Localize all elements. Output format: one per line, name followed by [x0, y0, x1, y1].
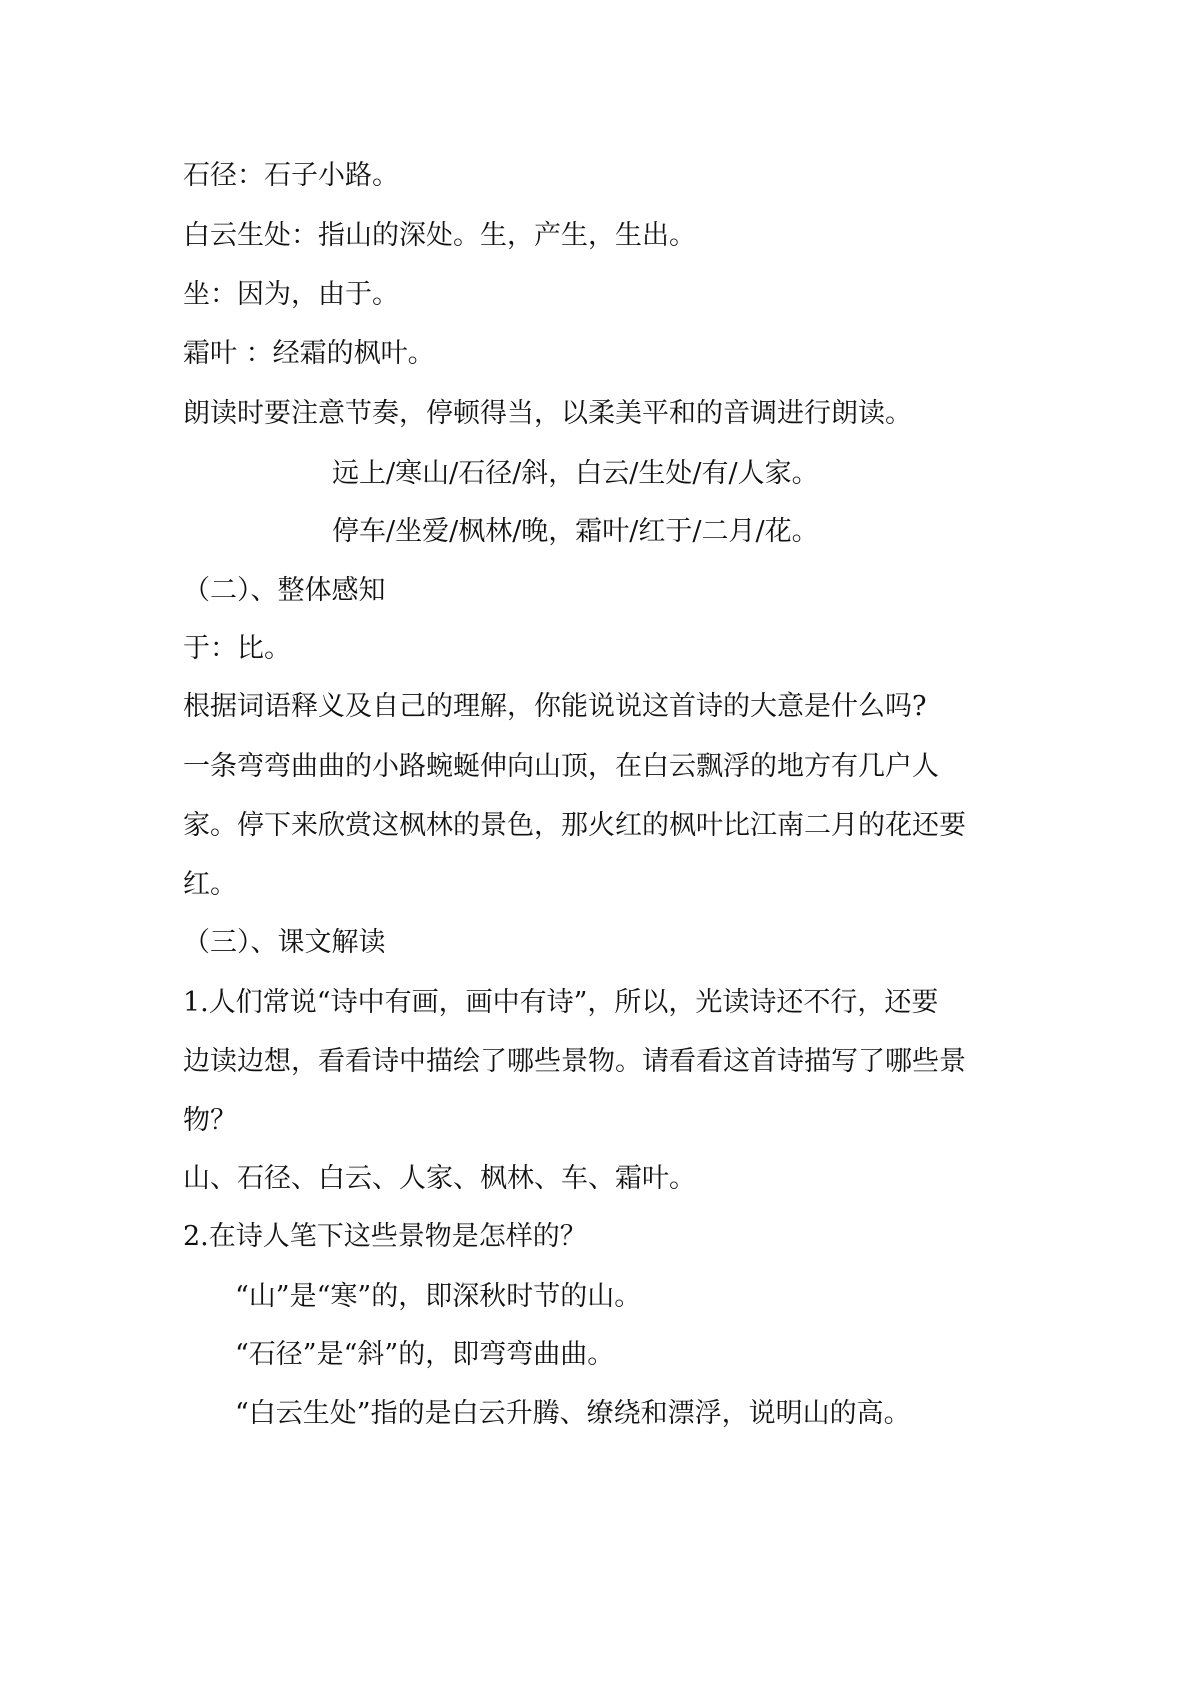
question-meaning: 根据词语释义及自己的理解，你能说说这首诗的大意是什么吗? [183, 691, 927, 722]
section-heading-2: （二）、整体感知 [183, 575, 386, 606]
answer-2-shijing: “石径”是“斜”的，即弯弯曲曲。 [235, 1339, 615, 1370]
gloss-shijing: 石径：石子小路。 [183, 160, 399, 191]
gloss-zuo: 坐：因为，由于。 [183, 279, 399, 310]
section-heading-3: （三）、课文解读 [183, 927, 386, 958]
answer-2-baiyun: “白云生处”指的是白云升腾、缭绕和漂浮，说明山的高。 [235, 1398, 911, 1429]
answer-meaning-line-2: 家。停下来欣赏这枫林的景色，那火红的枫叶比江南二月的花还要 [183, 810, 966, 841]
gloss-yu: 于：比。 [183, 633, 291, 664]
answer-meaning-line-3: 红。 [183, 869, 237, 900]
answer-1: 山、石径、白云、人家、枫林、车、霜叶。 [183, 1163, 696, 1194]
question-2: 2.在诗人笔下这些景物是怎样的？ [183, 1221, 587, 1252]
question-1-line-2: 边读边想，看看诗中描绘了哪些景物。请看看这首诗描写了哪些景 [183, 1046, 966, 1077]
gloss-baiyunshengchu: 白云生处：指山的深处。生，产生，生出。 [183, 220, 696, 251]
answer-2-shan: “山”是“寒”的，即深秋时节的山。 [235, 1281, 642, 1312]
question-1-line-3: 物？ [183, 1105, 237, 1136]
gloss-shuangye: 霜叶 ：经霜的枫叶。 [183, 338, 435, 369]
answer-meaning-line-1: 一条弯弯曲曲的小路蜿蜒伸向山顶，在白云飘浮的地方有几户人 [183, 751, 939, 782]
reading-instruction: 朗读时要注意节奏，停顿得当，以柔美平和的音调进行朗读。 [183, 398, 912, 429]
poem-line-1: 远上/寒山/石径/斜，白云/生处/有/人家。 [332, 458, 819, 489]
question-1-line-1: 1.人们常说“诗中有画，画中有诗”，所以，光读诗还不行，还要 [183, 987, 939, 1018]
poem-line-2: 停车/坐爱/枫林/晚，霜叶/红于/二月/花。 [332, 516, 819, 547]
